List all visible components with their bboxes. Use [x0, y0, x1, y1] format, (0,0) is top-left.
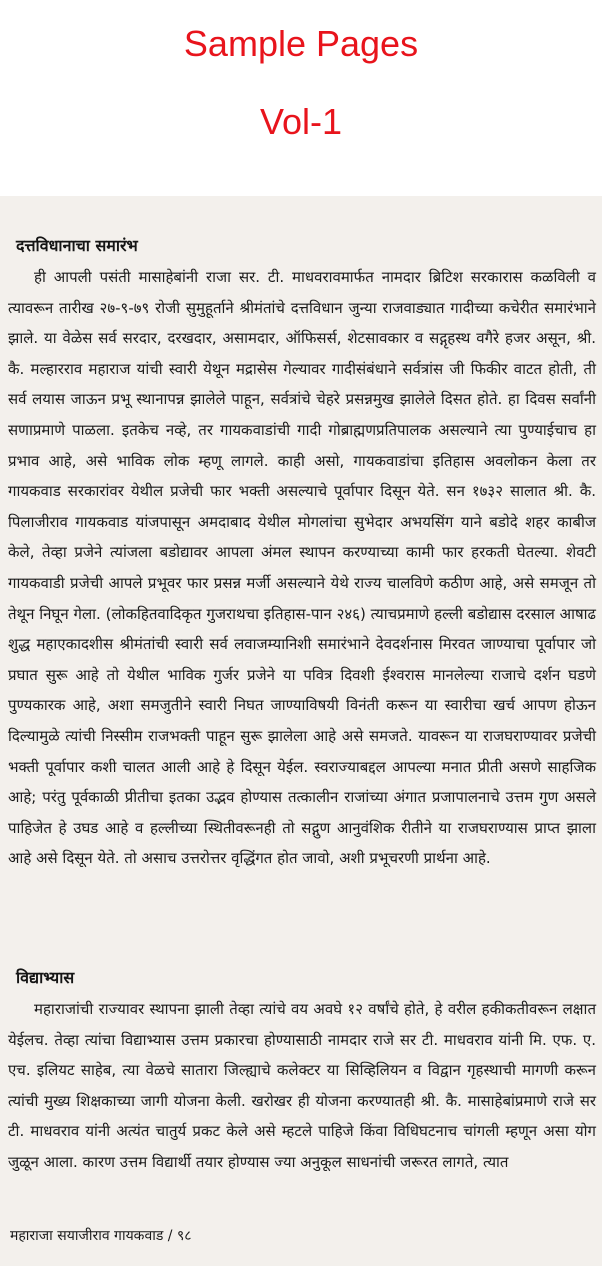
banner-volume: Vol-1 — [259, 101, 343, 142]
paragraph-education: महाराजांची राज्यावर स्थापना झाली तेव्हा त्यांचे वय अवघे १२ वर्षांचे होते, हे वरील हकीकतीवरून लक्षात येईलच. तेव्हा त्यांचा विद्याभ्यास उत्तम प्रकारचा होण्यासाठी नामदार राजे सर टी. माधवराव यांनी मि. एफ. ए. एच. इलियट साहेब, त्या वेळचे सातारा जिल्ह्याचे कलेक्टर या सिव्हिलियन व विद्वान गृहस्थाची मागणी करून त्यांची मुख्य शिक्षकाच्या जागी योजना केली. खरोखर ही योजना करण्यातही श्री. कै. मासाहेबांप्रमाणे राजे सर टी. माधवराव यांनी अत्यंत चातुर्य प्रकट केले असे म्हटले पाहिजे किंवा विधिघटनाच चांगली म्हणून असा योग जुळून आला. कारण उत्तम विद्यार्थी तयार होण्यास ज्या अनुकूल साधनांची जरूरत लागते, त्यात — [8, 1000, 596, 1171]
paragraph-adoption-ceremony: ही आपली पसंती मासाहेबांनी राजा सर. टी. माधवरावमार्फत नामदार ब्रिटिश सरकारास कळविली व त्यावरून तारीख २७-९-७९ रोजी सुमुहूर्ताने श्रीमंतांचे दत्तविधान जुन्या राजवाड्यात गादीच्या कचेरीत समारंभाने झाले. या वेळेस सर्व सरदार, दरखदार, असामदार, ऑफिसर्स, शेटसावकार व सद्गृहस्थ वगैरे हजर असून, श्री. कै. मल्हारराव महाराज यांची स्वारी येथून मद्रासेस गेल्यावर गादीसंबंधाने सर्वत्रांस जी फिकीर वाटत होती, ती सर्व लयास जाऊन प्रभू स्थानापन्न झालेले पाहून, सर्वत्रांचे चेहरे प्रसन्नमुख झालेले दिसत होते. हा दिवस सर्वांनी सणाप्रमाणे पाळला. इतकेच नव्हे, तर गायकवाडांची गादी गोब्राह्मणप्रतिपालक असल्याने त्या पुण्याईचाच हा प्रभाव आहे, असे भाविक लोक म्हणू लागले. काही असो, गायकवाडांचा इतिहास अवलोकन केला तर गायकवाड सरकारांवर येथील प्रजेची फार भक्ती असल्याचे पूर्वापार दिसून येते. सन १७३२ सालात श्री. कै. पिलाजीराव गायकवाड यांजपासून अमदाबाद येथील मोगलांचा सुभेदार अभयसिंग याने बडोदे शहर काबीज केले, तेव्हा प्रजेने त्यांजला बडोद्यावर आपला अंमल स्थापन करण्याच्या कामी फार हरकती घेतल्या. शेवटी गायकवाडी प्रजेची आपले प्रभूवर फार प्रसन्न मर्जी असल्याने येथे राज्य चालविणे कठीण आहे, असे समजून तो तेथून निघून गेला. (लोकहितवादिकृत गुजराथचा इतिहास-पान २४६) त्याचप्रमाणे हल्ली बडोद्यास दरसाल आषाढ शुद्ध महाएकादशीस श्रीमंतांची स्वारी सर्व लवाजम्यानिशी समारंभाने देवदर्शनास मिरवत जाण्याचा पूर्वापार जो प्रघात सुरू आहे तो येथील भाविक गुर्जर प्रजेने या पवित्र दिवशी ईश्वरास मानलेल्या राजाचे दर्शन घडणे पुण्यकारक आहे, अशा समजुतीने स्वारी निघत जाण्याविषयी विनंती करून या स्वारीचा खर्च आपण होऊन दिल्यामुळे त्यांची निस्सीम राजभक्ती पाहून सुरू झालेला आहे असे समजते. यावरून या राजघराण्यावर प्रजेची भक्ती पूर्वापार कशी चालत आली आहे हे दिसून येईल. स्वराज्याबद्दल आपल्या मनात प्रीती असणे साहजिक आहे; परंतु पूर्वकाळी प्रीतीचा इतका उद्भव होण्यास तत्कालीन राजांच्या अंगात प्रजापालनाचे उत्तम गुण असले पाहिजेत हे उघड आहे व हल्लीच्या स्थितीवरूनही तो सद्गुण आनुवंशिक रीतीने या राजघराण्यास प्राप्त झाला आहे असे दिसून येते. तो असाच उत्तरोत्तर वृद्धिंगत होत जावो, अशी प्रभूचरणी प्रार्थना आहे. — [8, 268, 596, 868]
section-heading-adoption-ceremony: दत्तविधानाचा समारंभ — [16, 236, 138, 255]
section-heading-education: विद्याभ्यास — [16, 968, 75, 987]
sample-banner — [0, 0, 602, 190]
scanned-book-page — [0, 196, 602, 1266]
page-footer: महाराजा सयाजीराव गायकवाड / ९८ — [10, 1228, 192, 1244]
banner-title: Sample Pages — [183, 23, 419, 64]
